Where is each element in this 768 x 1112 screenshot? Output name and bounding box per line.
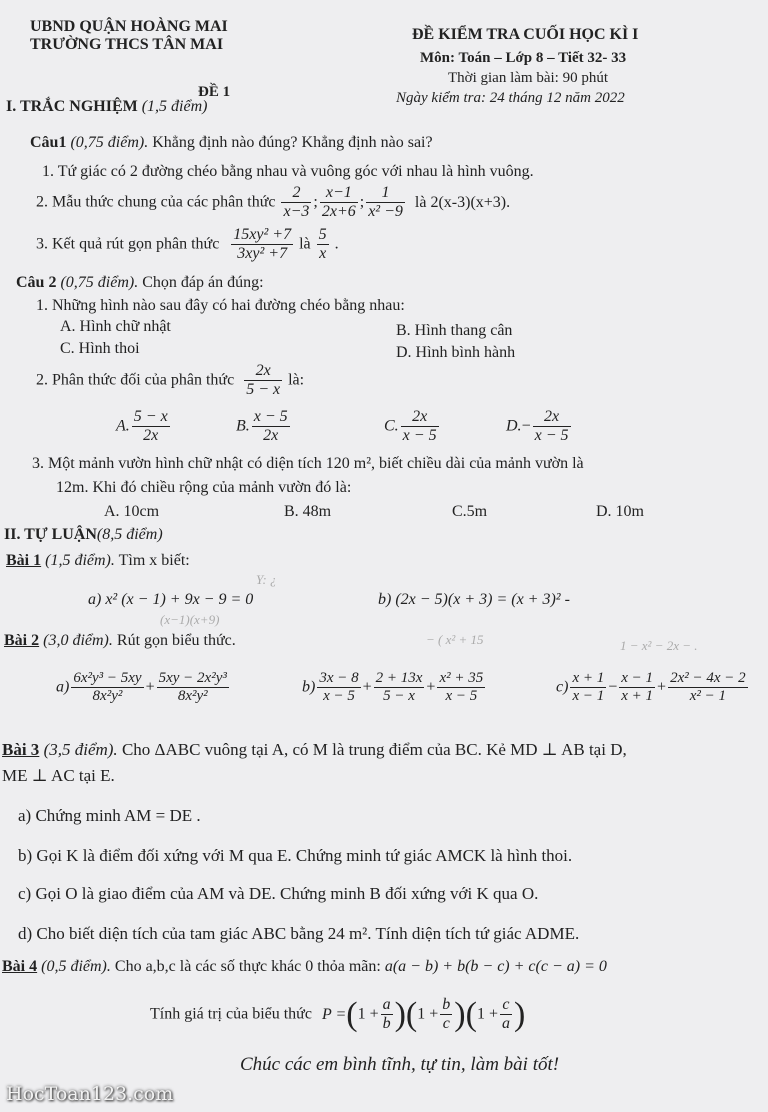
bai4-line1: Cho a,b,c là các số thực khác 0 thỏa mãn:: [114, 958, 381, 975]
q1-s2-tail: là 2(x-3)(x+3).: [414, 193, 511, 211]
bai1-label: Bài 1: [6, 552, 42, 569]
q2-sub3-option-a: A. 10cm: [104, 503, 160, 520]
q2-sub3-option-d: D. 10m: [596, 503, 644, 520]
q1-s3-text: 3. Kết quả rút gọn phân thức: [36, 235, 220, 253]
school-name: TRƯỜNG THCS TÂN MAI: [30, 36, 224, 53]
bai2-part-c: c) $\frac{x + 1}{x - 1}$ − $\frac{x - 1}{x + 1}$ + $\frac{\text{2x² − 4x − 2}}{\text{x² − 1}}$: [556, 670, 746, 705]
q1-statement-3: [36, 226, 339, 264]
bai1-part-a: a) x² (x − 1) + 9x − 9 = 0: [88, 591, 254, 608]
q2-sub2-option-c: C. $\frac{2x}{x - 5}$: [384, 408, 437, 445]
q2-sub1-option-d: D. Hình bình hành: [396, 344, 516, 361]
q1-s3-result: $\frac{5}{x}$: [318, 226, 327, 263]
bai3-label: Bài 3: [2, 740, 40, 759]
q1-s2-fraction-1: $\frac{2}{x-3}$: [283, 184, 310, 221]
q1-prompt: Khẳng định nào đúng? Khẳng định nào sai?: [152, 134, 433, 151]
q1-s3-fraction: $\frac{\text{15xy² +7}}{\text{3xy² +7}}$: [233, 226, 292, 263]
bai3-part-d: d) Cho biết diện tích của tam giác ABC bằng 24 m². Tính diện tích tứ giác ADME.: [18, 924, 580, 943]
q2-sub2-fraction: $\frac{2x}{5 - x}$: [246, 362, 281, 399]
q2-heading: [16, 274, 264, 292]
part2-points: (8,5 điểm): [96, 526, 163, 543]
watermark: HocToan123.com: [6, 1083, 174, 1105]
bai3-points: (3,5 điểm).: [43, 740, 118, 759]
q2-points: (0,75 điểm).: [60, 274, 139, 291]
q2-sub2: [36, 362, 304, 400]
q2-sub2-option-d: D.− $\frac{2x}{x - 5}$: [506, 408, 569, 445]
bai3-part-b: b) Gọi K là điểm đối xứng với M qua E. Chứng minh tứ giác AMCK là hình thoi.: [18, 846, 573, 865]
exam-date: Ngày kiểm tra: 24 tháng 12 năm 2022: [396, 90, 625, 106]
bai3-heading: [2, 740, 627, 760]
q1-s2-fraction-2: $\frac{x-1}{2x+6}$: [321, 184, 356, 221]
bai2-prompt: Rút gọn biểu thức.: [116, 632, 236, 649]
bai1-points: (1,5 điểm).: [45, 552, 115, 569]
q2-sub1-option-a: A. Hình chữ nhật: [60, 318, 171, 335]
bai2-label: Bài 2: [4, 632, 40, 649]
bai3-part-c: c) Gọi O là giao điểm của AM và DE. Chứng minh B đối xứng với K qua O.: [18, 884, 539, 903]
part1-heading: [6, 98, 207, 116]
part1-title: I. TRẮC NGHIỆM: [6, 98, 138, 115]
exam-duration: Thời gian làm bài: 90 phút: [448, 70, 608, 86]
q1-points: (0,75 điểm).: [70, 134, 149, 151]
bai1-scribble-1: Y: ¿: [256, 572, 277, 587]
q2-sub1-option-c: C. Hình thoi: [60, 340, 140, 357]
bai4-expression: Tính giá trị của biểu thức P =(1 + $\frac{a}{b}$ )(1 + $\frac{b}{c}$ )(1 + $\frac{c}{a}$ ): [150, 995, 526, 1033]
q2-sub3-line2: 12m. Khi đó chiều rộng của mảnh vườn đó là:: [56, 479, 352, 496]
bai1-heading: [6, 552, 190, 570]
closing-message: Chúc các em bình tĩnh, tự tin, làm bài tốt!: [240, 1054, 560, 1075]
q1-s2-text: 2. Mẫu thức chung của các phân thức: [36, 193, 276, 211]
q2-sub3-option-b: B. 48m: [284, 503, 332, 520]
q2-sub1-option-b: B. Hình thang cân: [396, 322, 513, 339]
bai4-line2: Tính giá trị của biểu thức: [150, 1005, 312, 1023]
q1-s2-fraction-3: $\frac{1}{\text{x² −9}}$: [368, 184, 403, 221]
exam-subject: Môn: Toán – Lớp 8 – Tiết 32- 33: [420, 50, 627, 66]
q2-sub3-option-c: C.5m: [452, 503, 488, 520]
q1-heading: [30, 134, 433, 152]
bai4-condition: a(a − b) + b(b − c) + c(c − a) = 0: [384, 958, 607, 975]
q2-label: Câu 2: [16, 274, 57, 291]
q2-prompt: Chọn đáp án đúng:: [142, 274, 264, 291]
exam-title: ĐỀ KIỂM TRA CUỐI HỌC KÌ I: [412, 26, 639, 43]
q2-sub2-tail: là:: [288, 371, 305, 389]
q1-statement-2: 2. Mẫu thức chung của các phân thức $\frac{2}{x-3}$ ; $\frac{x-1}{2x+6}$ ; $\frac{1}{\text{x² −9}}$ là 2(x-3)(x+3).: [36, 184, 511, 221]
q2-sub3-line1: 3. Một mảnh vườn hình chữ nhật có diện tích 120 m², biết chiều dài của mảnh vườn là: [32, 455, 584, 472]
q2-sub2-option-b: B. $\frac{x - 5}{2x}$: [236, 408, 288, 445]
q2-sub2-text: 2. Phân thức đối của phân thức: [36, 371, 235, 389]
q2-sub1: 1. Những hình nào sau đây có hai đường chéo bằng nhau:: [36, 297, 405, 314]
bai2-scribble: 1 − x² − 2x − .: [620, 638, 698, 653]
q1-statement-1: 1. Tứ giác có 2 đường chéo bằng nhau và vuông góc với nhau là hình vuông.: [42, 163, 534, 180]
part2-title: II. TỰ LUẬN: [4, 526, 97, 543]
bai1-scribble-3: − ( x² + 15: [426, 632, 484, 647]
bai3-line2: ME ⊥ AC tại E.: [2, 766, 115, 785]
bai2-part-b: b) $\frac{3x - 8}{x - 5}$ + $\frac{2 + 13x}{5 - x}$ + $\frac{\text{x² + 35}}{x - 5}$: [302, 670, 484, 705]
q1-label: Câu1: [30, 134, 67, 151]
q2-sub2-option-a: A. $\frac{5 - x}{2x}$: [116, 408, 168, 445]
bai4-heading: [2, 958, 607, 976]
part2-heading: [4, 526, 163, 544]
q1-s3-mid: là: [299, 235, 311, 253]
part1-points: (1,5 điểm): [141, 98, 208, 115]
bai2-points: (3,0 điểm).: [43, 632, 113, 649]
bai1-prompt: Tìm x biết:: [118, 552, 190, 569]
bai2-heading: [4, 632, 236, 650]
school-district: UBND QUẬN HOÀNG MAI: [30, 18, 228, 35]
bai3-part-a: a) Chứng minh AM = DE .: [18, 806, 201, 825]
q1-s3-end: .: [334, 235, 339, 253]
exam-code: ĐỀ 1: [198, 84, 231, 100]
bai4-label: Bài 4: [2, 958, 38, 975]
bai2-part-a: a) $\frac{\text{6x²y³ − 5xy}}{\text{8x²y²}}$ + $\frac{\text{5xy − 2x²y³}}{\text{8x²y²}}$: [56, 670, 227, 705]
bai1-part-b: b) (2x − 5)(x + 3) = (x + 3)² -: [378, 591, 570, 608]
bai3-line1: Cho ΔABC vuông tại A, có M là trung điểm của BC. Kẻ MD ⊥ AB tại D,: [121, 740, 627, 759]
bai4-points: (0,5 điểm).: [41, 958, 111, 975]
bai1-scribble-2: (x−1)(x+9): [160, 612, 220, 627]
